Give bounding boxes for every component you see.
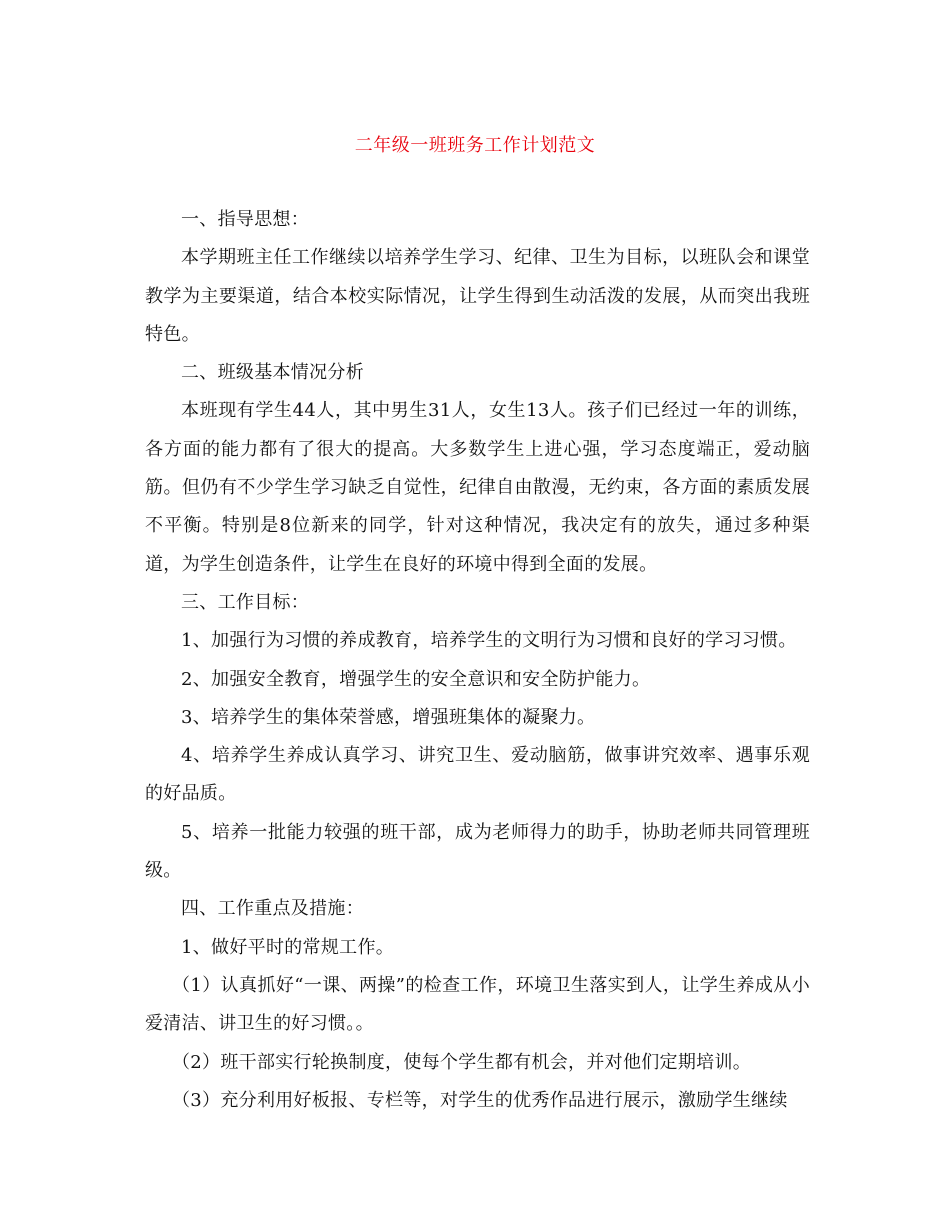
heading-work-goals: 三、工作目标： [181,591,310,613]
document-title: 二年级一班班务工作计划范文 [354,135,596,156]
measure-subitem-3: （3）充分利用好板报、专栏等，对学生的优秀作品进行展示，激励学生继续 [172,1089,788,1111]
measure-subitem-2: （2）班干部实行轮换制度，使每个学生都有机会，并对他们定期培训。 [172,1051,752,1073]
goal-item-3: 3、培养学生的集体荣誉感，增强班集体的凝聚力。 [181,706,596,728]
paragraph-guiding-ideology: 本学期班主任工作继续以培养学生学习、纪律、卫生为目标，以班队会和课堂教学为主要渠道，结合本校实际情况，让学生得到生动活泼的发展，从而突出我班特色。 [145,247,810,345]
goal-item-5: 5、培养一批能力较强的班干部，成为老师得力的助手，协助老师共同管理班级。 [145,821,810,882]
heading-class-analysis: 二、班级基本情况分析 [181,362,364,384]
heading-key-measures: 四、工作重点及措施： [181,898,364,920]
heading-guiding-ideology: 一、指导思想： [181,209,310,230]
measure-item-1: 1、做好平时的常规工作。 [181,936,395,958]
measure-subitem-1: （1）认真抓好“一课、两操”的检查工作，环境卫生落实到人，让学生养成从小爱清洁、讲卫生的好习惯。。 [145,974,810,1035]
goal-item-1: 1、加强行为习惯的养成教育，培养学生的文明行为习惯和良好的学习习惯。 [181,630,797,652]
paragraph-class-analysis: 本班现有学生44人，其中男生31人，女生13人。孩子们已经过一年的训练，各方面的能力都有了很大的提高。大多数学生上进心强，学习态度端正，爱动脑筋。但仍有不少学生学习缺乏自觉性，纪律自由散漫，无约束，各方面的素质发展不平衡。特别是8位新来的同学，针对这种情况，我决定有的放失，通过多种渠道，为学生创造条件，让学生在良好的环境中得到全面的发展。 [145,400,810,575]
goal-item-4: 4、培养学生养成认真学习、讲究卫生、爱动脑筋，做事讲究效率、遇事乐观的好品质。 [145,745,810,805]
goal-item-2: 2、加强安全教育，增强学生的安全意识和安全防护能力。 [181,668,651,690]
document-body [145,201,810,1120]
